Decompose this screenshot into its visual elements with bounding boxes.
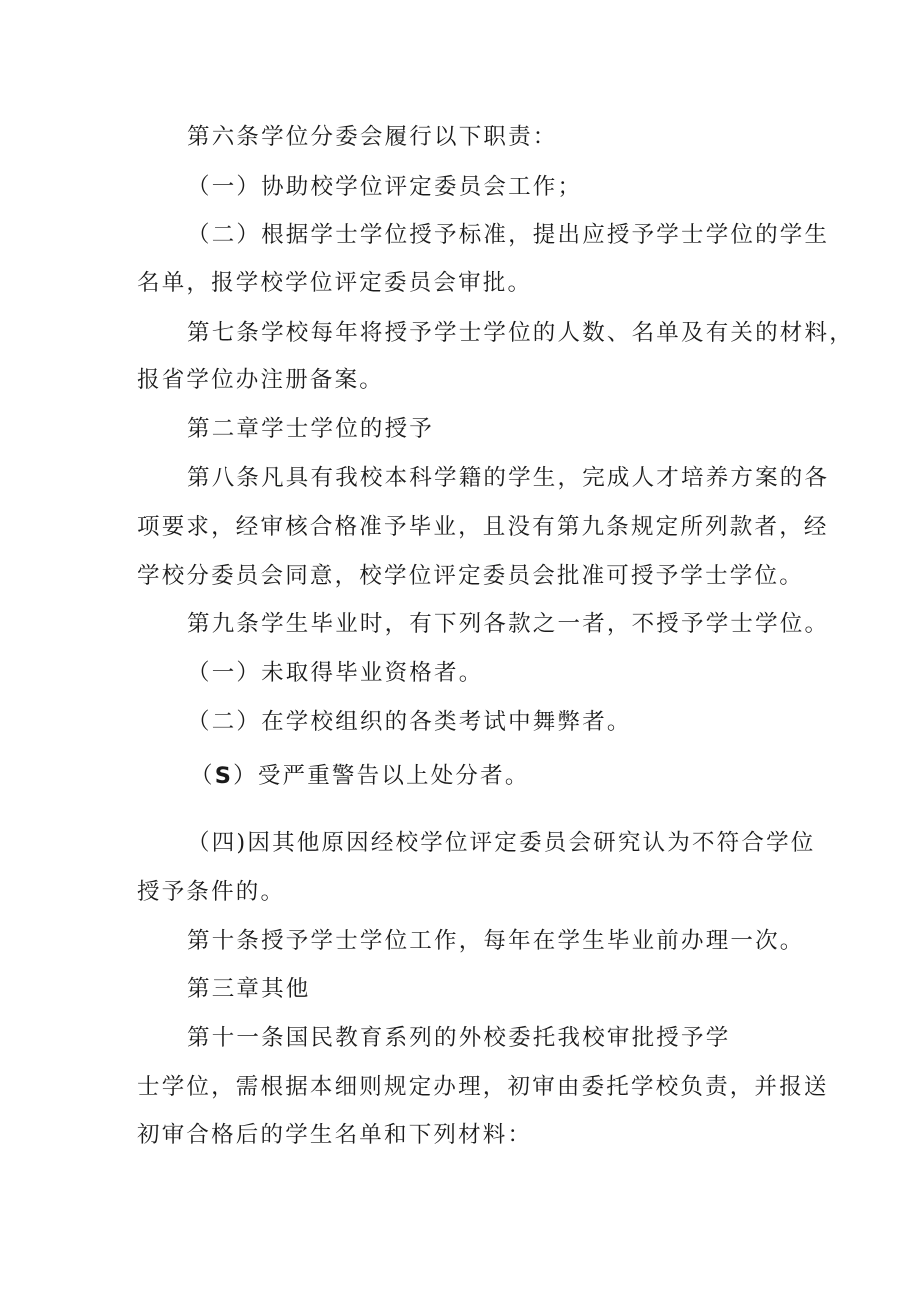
article-9-item-1: （一）未取得毕业资格者。	[187, 660, 484, 686]
article-6-heading: 第六条学位分委会履行以下职责：	[187, 124, 558, 150]
article-7-cont: 报省学位办注册备案。	[137, 367, 385, 393]
item-3-text: 受严重警告以上处分者。	[257, 763, 530, 789]
article-9-item-2: （二）在学校组织的各类考试中舞弊者。	[187, 709, 632, 735]
article-9-item-4-cont: 授予条件的。	[137, 879, 286, 905]
article-11-cont-2: 初审合格后的学生名单和下列材料：	[137, 1122, 533, 1148]
article-8: 第八条凡具有我校本科学籍的学生，完成人才培养方案的各	[187, 465, 830, 491]
article-9-item-3	[190, 761, 530, 791]
article-6-item-2-cont: 名单，报学校学位评定委员会审批。	[137, 270, 533, 296]
article-6-item-1: （一）协助校学位评定委员会工作；	[187, 174, 583, 200]
chapter-3-heading: 第三章其他	[187, 976, 311, 1002]
article-6-item-2: （二）根据学士学位授予标准，提出应授予学士学位的学生	[187, 222, 830, 248]
article-9: 第九条学生毕业时，有下列各款之一者，不授予学士学位。	[187, 611, 830, 637]
article-10: 第十条授予学士学位工作，每年在学生毕业前办理一次。	[187, 928, 805, 954]
article-11-cont-1: 士学位，需根据本细则规定办理，初审由委托学校负责，并报送	[137, 1074, 829, 1100]
article-8-cont-2: 学校分委员会同意，校学位评定委员会批准可授予学士学位。	[137, 563, 804, 589]
chapter-2-heading: 第二章学士学位的授予	[187, 416, 435, 442]
item-3-close-paren: ）	[233, 763, 258, 789]
item-3-open-paren: （	[190, 763, 215, 789]
article-11: 第十一条国民教育系列的外校委托我校审批授予学	[187, 1025, 731, 1051]
item-3-marker: S	[214, 763, 234, 789]
article-7: 第七条学校每年将授予学士学位的人数、名单及有关的材料，	[187, 320, 854, 346]
article-9-item-4: （四)因其他原因经校学位评定委员会研究认为不符合学位	[187, 830, 816, 856]
article-8-cont-1: 项要求，经审核合格准予毕业，且没有第九条规定所列款者，经	[137, 514, 829, 540]
